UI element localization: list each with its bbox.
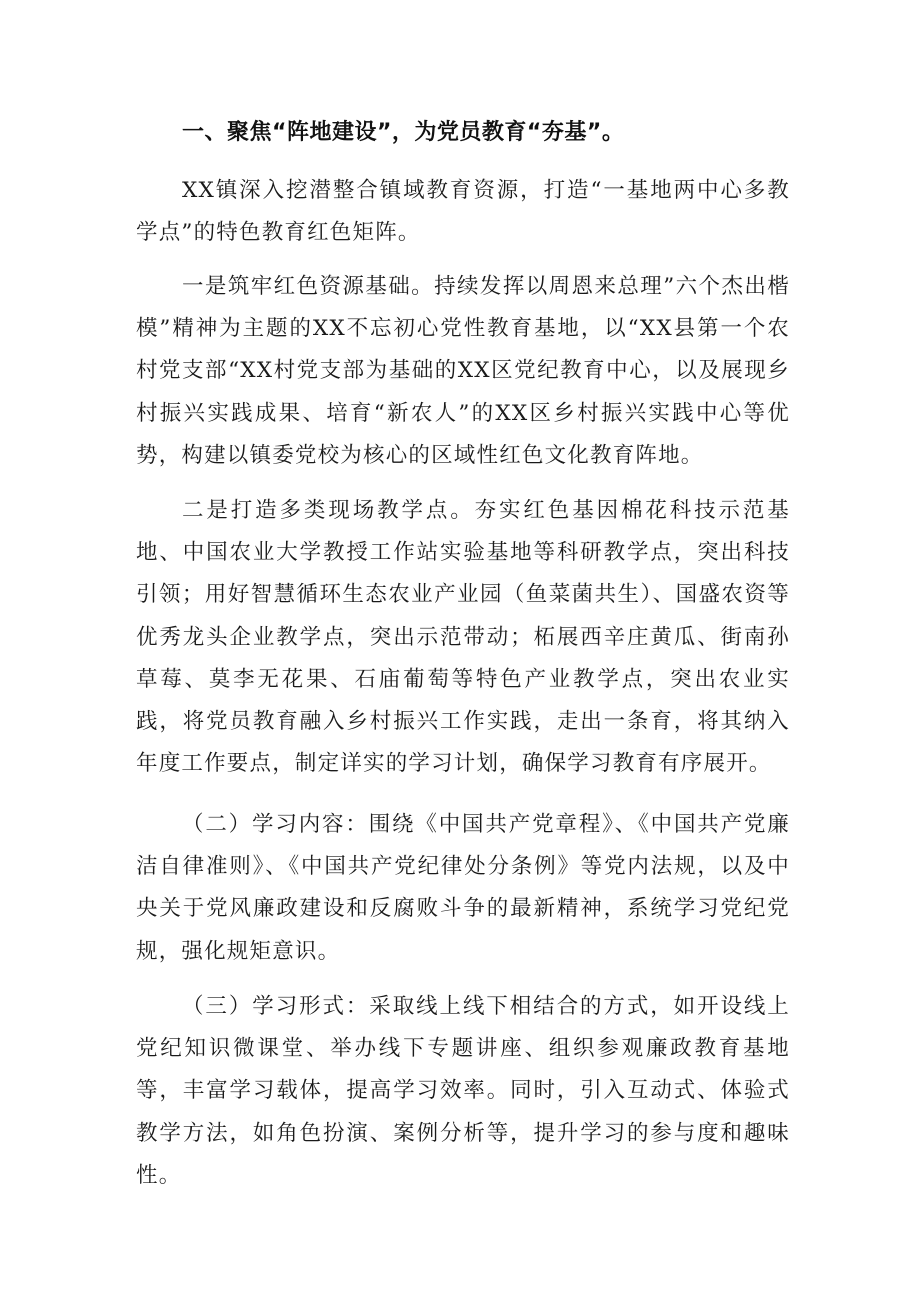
- paragraph-study-content: （二）学习内容：围绕《中国共产党章程》、《中国共产党廉洁自律准则》、《中国共产党纪律处分条例》等党内法规，以及中央关于党风廉政建设和反腐败斗争的最新精神，系统学习党纪党规，强化规矩意识。: [136, 812, 790, 964]
- paragraph-teaching-sites: 二是打造多类现场教学点。夯实红色基因棉花科技示范基地、中国农业大学教授工作站实验基地等科研教学点，突出科技引领；用好智慧循环生态农业产业园（鱼菜菌共生）、国盛农资等优秀龙头企业教学点，突出示范带动；柘展西辛庄黄瓜、街南孙草莓、莫李无花果、石庙葡萄等特色产业教学点，突出农业实践，将党员教育融入乡村振兴工作实践，走出一条育，将其纳入年度工作要点，制定详实的学习计划，确保学习教育有序展开。: [136, 498, 790, 777]
- paragraph-red-resources: 一是筑牢红色资源基础。持续发挥以周恩来总理”六个杰出楷模”精神为主题的XX不忘初心党性教育基地，以“XX县第一个农村党支部“XX村党支部为基础的XX区党纪教育中心，以及展现乡村振兴实践成果、培育“新农人”的XX区乡村振兴实践中心等优势，构建以镇委党校为核心的区域性红色文化教育阵地。: [136, 274, 790, 468]
- paragraph-study-format: （三）学习形式：采取线上线下相结合的方式，如开设线上党纪知识微课堂、举办线下专题讲座、组织参观廉政教育基地等，丰富学习载体，提高学习效率。同时，引入互动式、体验式教学方法，如角色扮演、案例分析等，提升学习的参与度和趣味性。: [136, 994, 790, 1188]
- section-heading: 一、聚焦“阵地建设”，为党员教育“夯基”。: [182, 120, 625, 145]
- paragraph-intro: XX镇深入挖潜整合镇域教育资源，打造“一基地两中心多教学点”的特色教育红色矩阵。: [136, 178, 790, 246]
